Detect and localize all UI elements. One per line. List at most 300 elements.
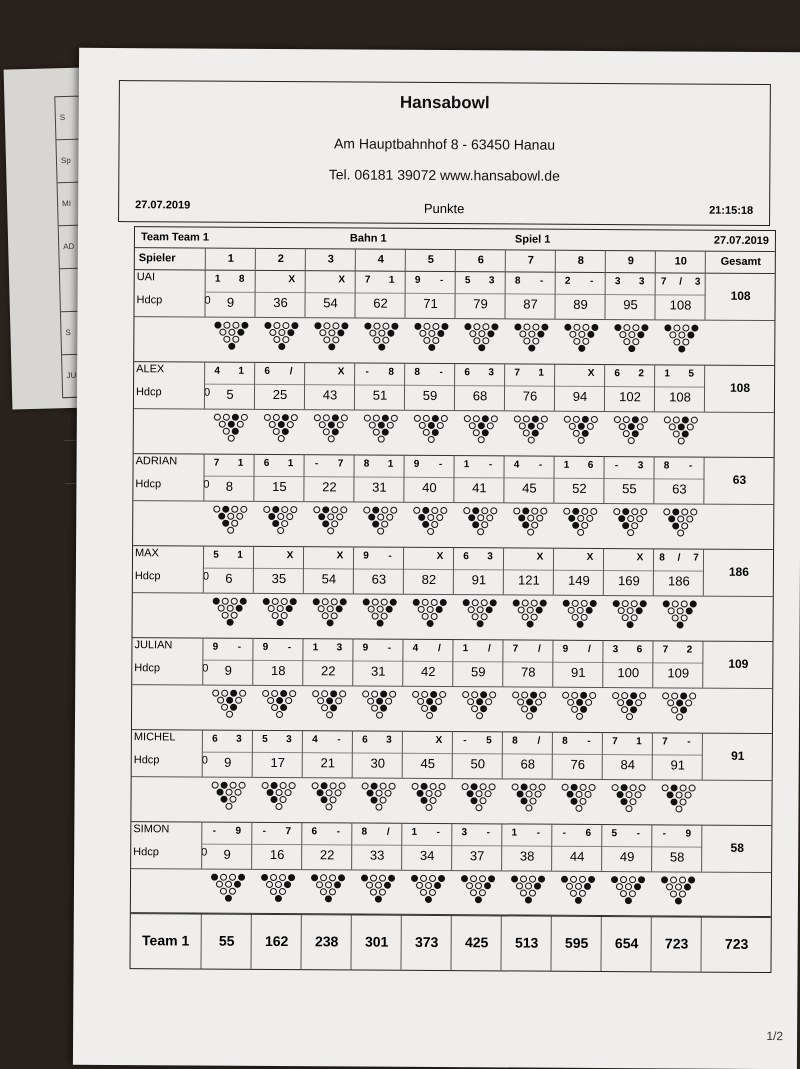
pin-marker [625,805,632,812]
pin-marker [476,698,483,705]
handicap-label: Hdcp [136,386,162,398]
pin-marker [339,690,346,697]
pin-marker [661,876,668,883]
pin-marker [364,415,371,422]
pin-marker [477,514,484,521]
pin-marker [423,415,430,422]
pin-marker [423,323,430,330]
cumulative-score: 94 [555,389,605,404]
pin-marker [288,874,295,881]
team-frame-score: 595 [550,916,601,971]
player-name: UAI [137,271,155,283]
roll-mark: / [533,644,545,655]
roll-mark: - [383,643,395,654]
pin-marker [291,414,298,421]
frame-number-header: 9 [605,250,656,272]
pin-marker [230,704,237,711]
frame-cell [552,640,603,687]
pin-marker [218,421,225,428]
cumulative-score: 79 [456,296,506,311]
pin-marker [411,875,418,882]
pin-marker [424,882,431,889]
pin-marker [275,803,282,810]
pin-marker [581,522,588,529]
roll-mark: 7 [362,275,374,286]
handicap-label: Hdcp [134,754,160,766]
cumulative-score: 50 [453,756,503,771]
pin-marker [683,884,690,891]
pin-marker [614,416,621,423]
roll-mark: - [384,551,396,562]
back-page-row: Sp [56,139,117,184]
pin-marker [387,330,394,337]
back-page-row: MI [58,182,119,227]
pin-marker [225,803,232,810]
pin-marker [636,423,643,430]
pin-marker [580,706,587,713]
pin-marker [688,877,695,884]
frame-cell [402,731,453,778]
pin-marker [681,600,688,607]
frame-rolls [203,638,253,661]
pin-marker [476,606,483,613]
cumulative-score: 78 [503,664,553,679]
cumulative-score: 68 [455,388,505,403]
pin-marker [573,430,580,437]
frame-cell [554,272,605,319]
roll-mark: 3 [612,276,624,287]
pin-marker [382,337,389,344]
pin-marker [271,796,278,803]
pin-marker [491,323,498,330]
roll-mark: 1 [461,459,473,470]
player-total: 108 [704,365,775,412]
frame-cell [453,547,504,594]
roll-mark: 3 [283,734,295,745]
cumulative-score: 45 [504,480,554,495]
pin-marker [269,329,276,336]
pin-marker [331,520,338,527]
roll-mark: - [233,642,245,653]
pin-marker [579,876,586,883]
pin-marker [425,790,432,797]
cumulative-score: 59 [453,664,503,679]
pin-marker [326,605,333,612]
cumulative-score: 15 [254,479,304,494]
pin-marker [313,598,320,605]
pin-marker [229,874,236,881]
pin-marker [378,344,385,351]
pin-marker [536,423,543,430]
pin-marker [481,613,488,620]
frame-rolls [556,272,606,295]
frame-cell [652,732,703,779]
pin-marker [412,783,419,790]
pin-marker [221,704,228,711]
pin-marker [579,890,586,897]
pin-marker [336,421,343,428]
pin-marker [421,797,428,804]
frame-cell [352,730,403,777]
pin-marker [482,337,489,344]
pin-marker [331,612,338,619]
frame-number-header: 5 [405,249,456,271]
pin-marker [485,698,492,705]
roll-mark: 3 [458,827,470,838]
cumulative-score: 52 [554,481,604,496]
pin-marker [527,515,534,522]
pin-marker [662,692,669,699]
frame-rolls [406,271,456,294]
pin-marker [472,613,479,620]
pin-marker [341,322,348,329]
handicap-value: 0 [201,847,207,859]
pin-marker [286,513,293,520]
pin-marker [240,598,247,605]
roll-mark: - [632,828,644,839]
cumulative-score: 71 [406,296,456,311]
roll-mark: 8 [236,274,248,285]
pin-marker [627,423,634,430]
pin-marker [419,330,426,337]
player-total: 186 [703,549,774,596]
pin-marker [280,796,287,803]
cumulative-score: 35 [254,571,304,586]
pin-marker [218,513,225,520]
pin-marker [329,874,336,881]
frame-rolls [453,639,503,662]
pin-marker [391,415,398,422]
pin-marker [489,783,496,790]
pin-marker [324,881,331,888]
pin-marker [372,507,379,514]
pin-marker [384,790,391,797]
pin-marker [626,713,633,720]
pin-marker [321,782,328,789]
pin-marker [671,784,678,791]
pin-marker [214,414,221,421]
pin-marker [632,430,639,437]
frame-cell [204,362,255,409]
pin-marker [382,429,389,436]
pin-marker [361,875,368,882]
pin-marker [325,789,332,796]
roll-mark: / [433,643,445,654]
pin-marker [317,697,324,704]
pin-marker [475,790,482,797]
frame-cell [503,455,554,502]
cumulative-score: 22 [304,479,354,494]
alley-name: Hansabowl [120,91,770,115]
pin-marker [276,711,283,718]
handicap-label: Hdcp [135,570,161,582]
pin-marker [239,690,246,697]
roll-mark: 5 [685,369,697,380]
pin-marker [323,322,330,329]
pin-marker [586,423,593,430]
pin-marker [630,706,637,713]
frame-cell [353,546,404,593]
roll-mark: / [382,827,394,838]
pin-marker [420,889,427,896]
pin-marker [228,343,235,350]
pin-marker [621,692,628,699]
pin-marker [633,883,640,890]
pin-marker [486,514,493,521]
pin-marker [415,882,422,889]
pin-marker [228,329,235,336]
pin-marker [523,430,530,437]
roll-mark: 9 [682,828,694,839]
pin-marker [267,697,274,704]
pin-marker [521,706,528,713]
team-name: Team 1 [130,913,200,968]
pin-marker [367,606,374,613]
pin-marker [574,883,581,890]
pin-marker [471,691,478,698]
pin-marker [470,875,477,882]
pin-marker [522,600,529,607]
frame-rolls [454,547,504,570]
pin-marker [620,876,627,883]
pin-marker [438,875,445,882]
frame-cell [602,640,653,687]
pin-marker [511,875,518,882]
back-page-row: S [55,96,116,141]
pin-marker [332,336,339,343]
pin-marker [272,598,279,605]
pin-marker [231,612,238,619]
pin-marker [230,690,237,697]
pin-marker [373,415,380,422]
pin-marker [374,896,381,903]
pin-marker [479,797,486,804]
frame-rolls [254,546,304,569]
pin-marker [573,416,580,423]
pin-marker [281,506,288,513]
pin-marker [318,513,325,520]
roll-mark: 7 [335,458,347,469]
frame-rolls [354,454,404,477]
frame-cell [253,546,304,593]
pin-marker [317,605,324,612]
roll-mark: X [336,274,348,285]
pin-marker [587,331,594,338]
pin-marker [490,507,497,514]
pin-marker [373,337,380,344]
player-row [134,361,775,458]
pin-marker [518,422,525,429]
frame-rolls [252,822,302,845]
cumulative-score: 109 [653,665,703,680]
pin-marker [539,692,546,699]
pin-marker [616,791,623,798]
roll-mark: 4 [409,643,421,654]
pin-marker [422,599,429,606]
pin-marker [671,692,678,699]
pin-marker [675,805,682,812]
frame-rolls [353,730,403,753]
pin-marker [335,605,342,612]
pin-marker [618,515,625,522]
back-page-row: AD [59,225,120,270]
cumulative-score: 95 [606,297,656,312]
pin-marker [226,619,233,626]
pin-marker [580,692,587,699]
pin-marker [582,416,589,423]
alley-contact: Tel. 06181 39072 www.hansabowl.de [119,165,769,185]
pin-marker [430,797,437,804]
roll-mark: 1 [561,460,573,471]
player-name: MICHEL [134,731,176,743]
pin-marker [328,343,335,350]
pin-marker [576,607,583,614]
pin-marker [686,516,693,523]
roll-mark: - [611,460,623,471]
pin-marker [621,706,628,713]
roll-mark: 9 [559,644,571,655]
cumulative-score: 84 [603,757,653,772]
pin-marker [371,705,378,712]
pin-marker [226,711,233,718]
pin-marker [581,600,588,607]
pin-marker [670,876,677,883]
pin-marker [290,506,297,513]
pin-marker [680,692,687,699]
pin-marker [591,324,598,331]
pin-marker [526,713,533,720]
pin-marker [672,614,679,621]
pin-marker [681,508,688,515]
handicap-label: Hdcp [137,294,163,306]
pin-marker [679,798,686,805]
roll-mark: X [584,552,596,563]
roll-mark: 6 [261,366,273,377]
frame-rolls [503,639,553,662]
pin-marker [577,529,584,536]
pin-marker [670,890,677,897]
pin-marker [672,522,679,529]
pin-marker [431,613,438,620]
cumulative-score: 76 [505,388,555,403]
pin-marker [518,514,525,521]
pin-marker [582,430,589,437]
player-total: 91 [702,733,773,780]
pin-marker [273,336,280,343]
pin-marker [422,507,429,514]
pin-marker [628,345,635,352]
pin-marker [572,614,579,621]
pin-marker [624,897,631,904]
pin-marker [432,429,439,436]
pin-marker [377,514,384,521]
frame-cell [354,362,405,409]
pin-marker [490,599,497,606]
pin-marker [370,875,377,882]
pin-marker [212,690,219,697]
pin-marker [473,337,480,344]
pin-marker [380,783,387,790]
pin-marker [274,881,281,888]
pin-marker [519,330,526,337]
pin-marker [273,322,280,329]
cumulative-score: 59 [405,388,455,403]
pin-marker [425,804,432,811]
pin-marker [427,436,434,443]
pin-marker [368,422,375,429]
pin-marker [272,612,279,619]
frame-rolls [655,364,705,387]
frame-rolls [555,364,605,387]
pin-marker [580,784,587,791]
pin-marker [376,620,383,627]
pin-marker [536,515,543,522]
pin-marker [615,883,622,890]
pin-marker [470,797,477,804]
pin-marker [473,323,480,330]
cumulative-score: 33 [352,847,402,862]
roll-mark: 6 [261,458,273,469]
pin-marker [274,895,281,902]
pin-marker [689,693,696,700]
pin-marker [330,704,337,711]
pin-marker [628,331,635,338]
pin-marker [630,692,637,699]
pin-marker [623,430,630,437]
pin-marker [486,422,493,429]
pin-marker [428,330,435,337]
pin-marker [376,698,383,705]
pin-marker [324,895,331,902]
frame-rolls [602,824,652,847]
roll-mark: 9 [412,275,424,286]
roll-mark: 9 [359,643,371,654]
pin-marker [231,506,238,513]
frame-cell [303,454,354,501]
pin-marker [321,690,328,697]
cumulative-score: 42 [403,664,453,679]
pin-marker [632,324,639,331]
pin-marker [464,415,471,422]
frame-rolls [452,823,502,846]
frame-cell [354,270,405,317]
pin-marker [566,791,573,798]
pin-marker [682,416,689,423]
roll-mark: 7 [511,367,523,378]
pin-marker [626,607,633,614]
player-row [134,269,775,366]
roll-mark: 1 [385,459,397,470]
player-row [131,821,772,918]
print-date: 27.07.2019 [135,199,190,211]
frame-cell [654,272,705,319]
pin-marker [386,514,393,521]
pin-marker [273,414,280,421]
pin-marker [591,416,598,423]
handicap-value: 0 [202,755,208,767]
pin-marker [568,515,575,522]
roll-mark: 6 [611,368,623,379]
pin-marker [232,336,239,343]
pin-marker [226,697,233,704]
pin-marker [468,514,475,521]
pin-marker [540,508,547,515]
frame-number-header: 1 [205,248,256,270]
pin-marker [589,692,596,699]
pin-marker [467,698,474,705]
pin-marker [386,422,393,429]
frame-number-header: 8 [555,250,606,272]
